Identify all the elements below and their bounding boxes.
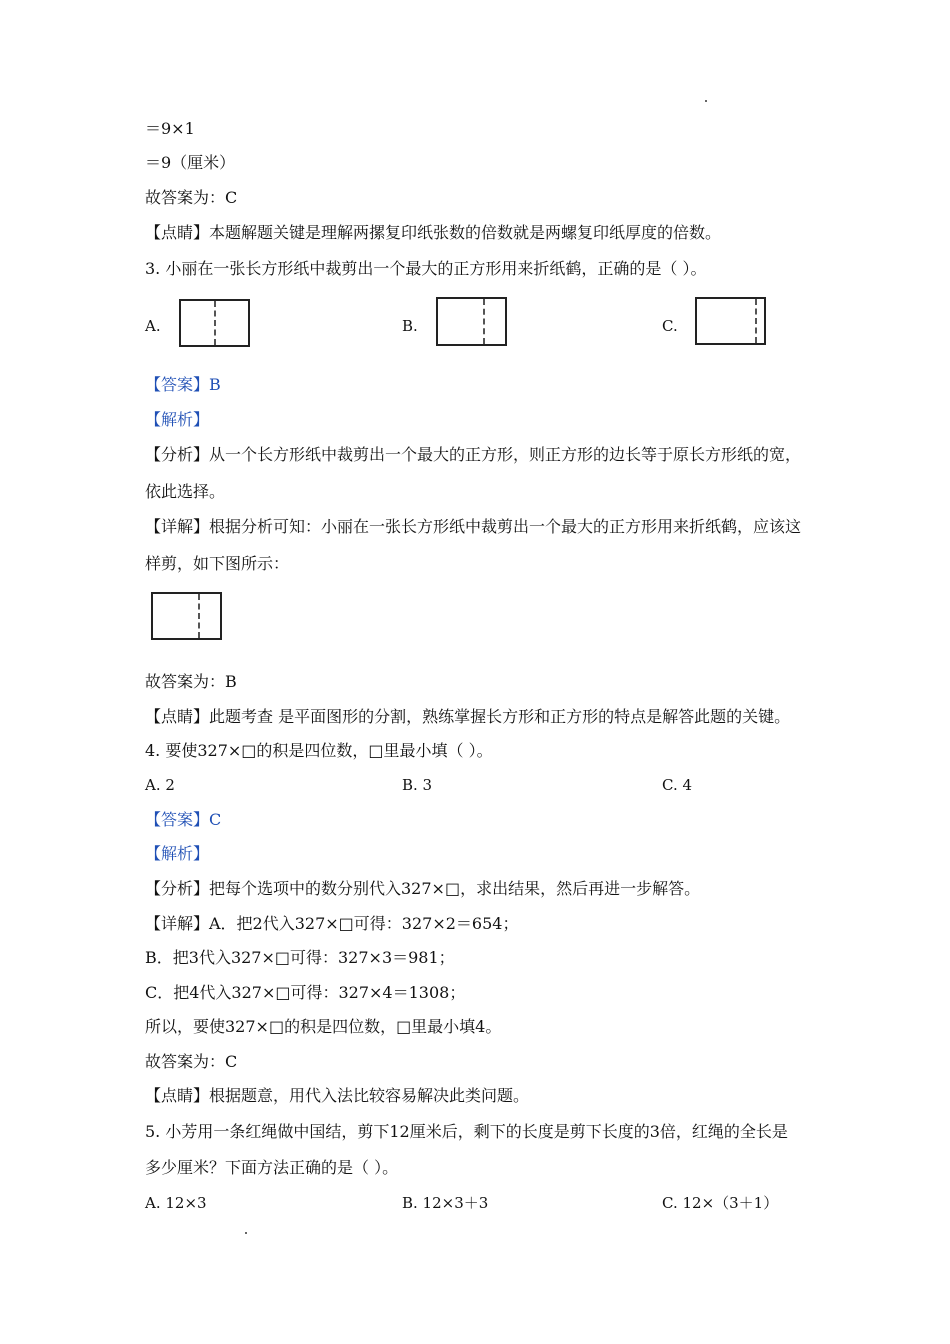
q3-option-a-label: A. — [145, 317, 161, 335]
q3-option-c-label: C. — [662, 317, 678, 335]
q3-option-b-label: B. — [402, 317, 418, 335]
q4-detail-1: 【详解】A．把2代入327×□可得：327×2＝654； — [145, 914, 519, 933]
question-4: 4. 要使327×□的积是四位数，□里最小填（ ）。 — [145, 741, 493, 760]
q3-conclusion: 故答案为：B — [145, 672, 237, 691]
q4-detail-4: 所以，要使327×□的积是四位数，□里最小填4。 — [145, 1017, 502, 1036]
q3-answer: 【答案】B — [145, 375, 221, 394]
scan-speck-top — [705, 100, 707, 102]
q4-option-c: C. 4 — [662, 776, 693, 794]
q3-analysis-2: 依此选择。 — [145, 482, 226, 501]
q5-option-b: B. 12×3＋3 — [402, 1194, 489, 1212]
q3-solution-figure — [151, 592, 222, 640]
q4-conclusion: 故答案为：C — [145, 1052, 238, 1071]
scan-speck-bottom — [245, 1232, 247, 1234]
question-5-line-2: 多少厘米？下面方法正确的是（ ）。 — [145, 1158, 399, 1177]
q4-analysis-heading: 【解析】 — [145, 844, 210, 863]
q3-analysis-heading: 【解析】 — [145, 410, 210, 429]
q3-option-a-cut-line — [214, 301, 216, 345]
q2-key-point: 【点睛】本题解题关键是理解两摞复印纸张数的倍数就是两螺复印纸厚度的倍数。 — [145, 223, 722, 242]
q4-key-point: 【点睛】根据题意，用代入法比较容易解决此类问题。 — [145, 1086, 530, 1105]
q4-detail-3: C．把4代入327×□可得：327×4＝1308； — [145, 983, 466, 1002]
q4-detail-2: B．把3代入327×□可得：327×3＝981； — [145, 948, 455, 967]
calc-line-2: ＝9（厘米） — [145, 153, 236, 172]
q3-analysis-1: 【分析】从一个长方形纸中裁剪出一个最大的正方形，则正方形的边长等于原长方形纸的宽， — [145, 445, 802, 464]
calc-line-1: ＝9×1 — [145, 119, 195, 138]
q3-option-a-figure — [179, 299, 250, 347]
q3-option-b-cut-line — [483, 299, 485, 344]
q2-conclusion: 故答案为：C — [145, 188, 238, 207]
q3-option-b-figure — [436, 297, 507, 346]
q4-option-b: B. 3 — [402, 776, 433, 794]
question-5-line-1: 5. 小芳用一条红绳做中国结，剪下12厘米后，剩下的长度是剪下长度的3倍，红绳的全长是 — [145, 1122, 788, 1141]
question-3: 3. 小丽在一张长方形纸中裁剪出一个最大的正方形用来折纸鹤，正确的是（ ）。 — [145, 259, 707, 278]
q4-option-a: A. 2 — [145, 776, 175, 794]
q5-option-a: A. 12×3 — [145, 1194, 207, 1212]
q3-detail-1: 【详解】根据分析可知：小丽在一张长方形纸中裁剪出一个最大的正方形用来折纸鹤，应该这 — [145, 517, 802, 536]
q3-detail-2: 样剪，如下图所示： — [145, 554, 290, 573]
q4-answer: 【答案】C — [145, 810, 222, 829]
q3-solution-cut-line — [198, 594, 200, 638]
q3-key-point: 【点睛】此题考查 是平面图形的分割，熟练掌握长方形和正方形的特点是解答此题的关键。 — [145, 707, 791, 726]
q3-option-c-figure — [695, 297, 766, 345]
q3-option-c-cut-line — [755, 299, 757, 343]
q4-analysis: 【分析】把每个选项中的数分别代入327×□，求出结果，然后再进一步解答。 — [145, 879, 701, 898]
q5-option-c: C. 12×（3＋1） — [662, 1194, 779, 1212]
